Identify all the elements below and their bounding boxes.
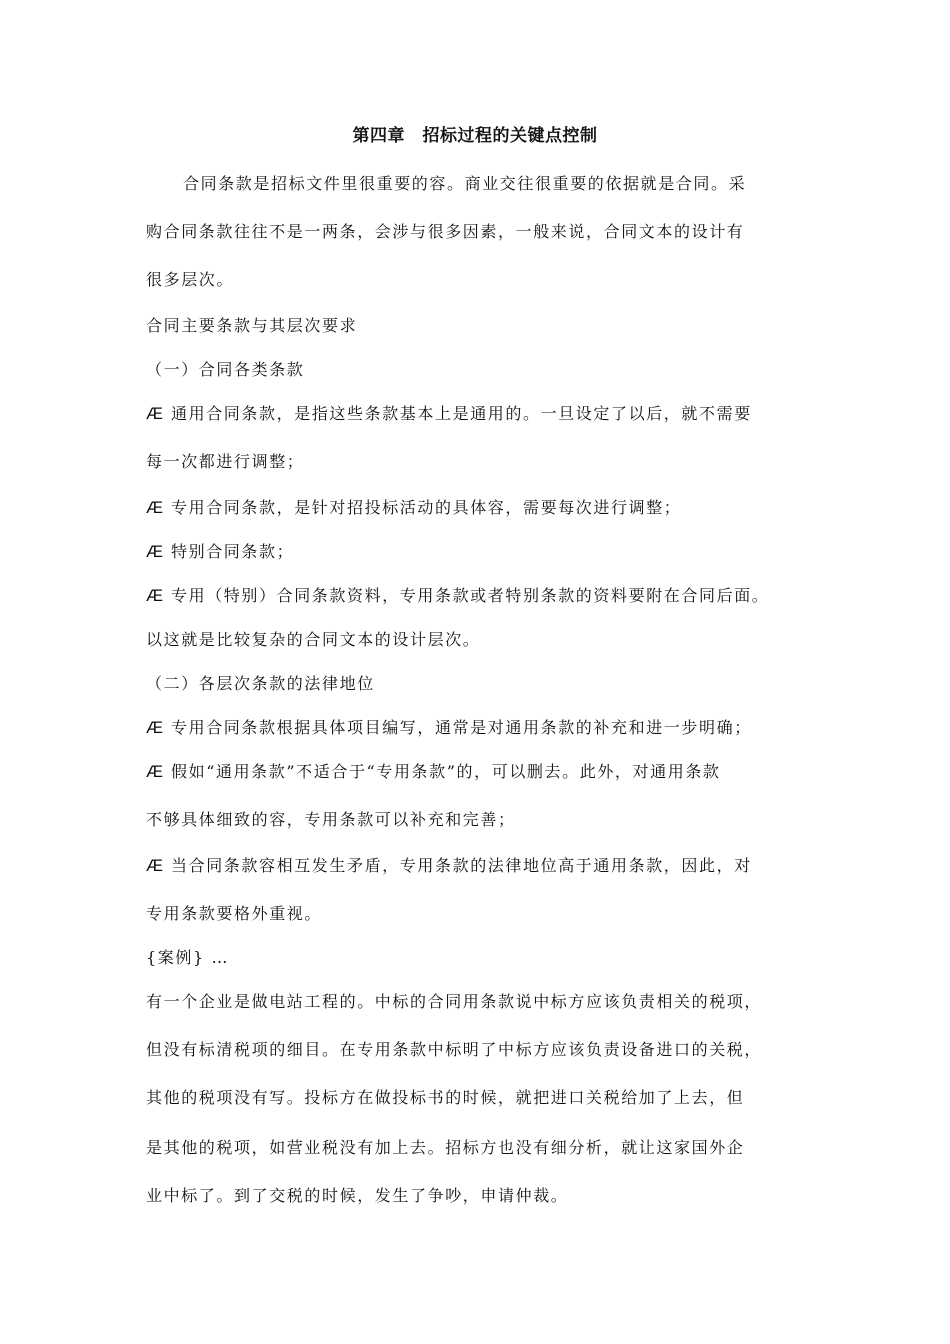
- bullet-line: [146, 402, 836, 426]
- line-text: 其他的税项没有写。投标方在做投标书的时候，就把进口关税给加了上去，但: [146, 1088, 745, 1107]
- bullet-line: [146, 716, 836, 740]
- line-text: 很多层次。: [146, 270, 235, 289]
- line-text: 专用合同条款根据具体项目编写，通常是对通用条款的补充和进一步明确；: [171, 718, 752, 737]
- line-text: 业中标了。到了交税的时候，发生了争吵，申请仲裁。: [146, 1186, 569, 1205]
- line-text: 有一个企业是做电站工程的。中标的合同用条款说中标方应该负责相关的税项，: [146, 992, 763, 1011]
- line-text: 购合同条款往往不是一两条，会涉与很多因素，一般来说，合同文本的设计有: [146, 222, 745, 241]
- text-line: [146, 358, 836, 382]
- text-line: [146, 172, 836, 196]
- line-text: 合同主要条款与其层次要求: [146, 316, 358, 335]
- line-text: 通用合同条款，是指这些条款基本上是通用的。一旦设定了以后，就不需要: [171, 404, 752, 423]
- text-line: [146, 672, 836, 696]
- line-text: （一）合同各类条款: [146, 360, 305, 379]
- text-line: [146, 946, 836, 970]
- line-text: （二）各层次条款的法律地位: [146, 674, 375, 693]
- bullet-marker: Æ: [146, 762, 163, 781]
- bullet-marker: Æ: [146, 542, 163, 561]
- line-text: {案例} …: [146, 948, 230, 967]
- text-line: [146, 1086, 836, 1110]
- line-text: 不够具体细致的容，专用条款可以补充和完善；: [146, 810, 516, 829]
- line-text: 合同条款是招标文件里很重要的容。商业交往很重要的依据就是合同。采: [183, 174, 747, 193]
- bullet-marker: Æ: [146, 718, 163, 737]
- chapter-title: 第四章 招标过程的关键点控制: [352, 126, 598, 146]
- bullet-marker: Æ: [146, 586, 163, 605]
- bullet-line: [146, 496, 836, 520]
- bullet-line: [146, 540, 836, 564]
- line-text: 但没有标清税项的细目。在专用条款中标明了中标方应该负责设备进口的关税，: [146, 1040, 763, 1059]
- line-text: 以这就是比较复杂的合同文本的设计层次。: [146, 630, 481, 649]
- text-line: [146, 628, 836, 652]
- line-text: 特别合同条款；: [171, 542, 295, 561]
- bullet-marker: Æ: [146, 856, 163, 875]
- line-text: 每一次都进行调整；: [146, 452, 305, 471]
- text-line: [146, 1184, 836, 1208]
- text-line: [146, 1136, 836, 1160]
- line-text: 专用（特别）合同条款资料，专用条款或者特别条款的资料要附在合同后面。: [171, 586, 770, 605]
- text-line: [146, 808, 836, 832]
- line-text: 专用条款要格外重视。: [146, 904, 323, 923]
- text-line: [146, 450, 836, 474]
- line-text: 专用合同条款，是针对招投标活动的具体容，需要每次进行调整；: [171, 498, 682, 517]
- bullet-line: [146, 854, 836, 878]
- text-line: [146, 990, 836, 1014]
- text-line: [146, 314, 836, 338]
- text-line: [146, 220, 836, 244]
- bullet-marker: Æ: [146, 404, 163, 423]
- line-text: 是其他的税项，如营业税没有加上去。招标方也没有细分析，就让这家国外企: [146, 1138, 745, 1157]
- bullet-marker: Æ: [146, 498, 163, 517]
- text-line: [146, 902, 836, 926]
- line-text: 当合同条款容相互发生矛盾，专用条款的法律地位高于通用条款，因此，对: [171, 856, 752, 875]
- bullet-line: [146, 584, 836, 608]
- text-line: [146, 1038, 836, 1062]
- text-line: [146, 268, 836, 292]
- line-text: 假如“通用条款”不适合于“专用条款”的，可以删去。此外，对通用条款: [171, 762, 721, 781]
- bullet-line: [146, 760, 836, 784]
